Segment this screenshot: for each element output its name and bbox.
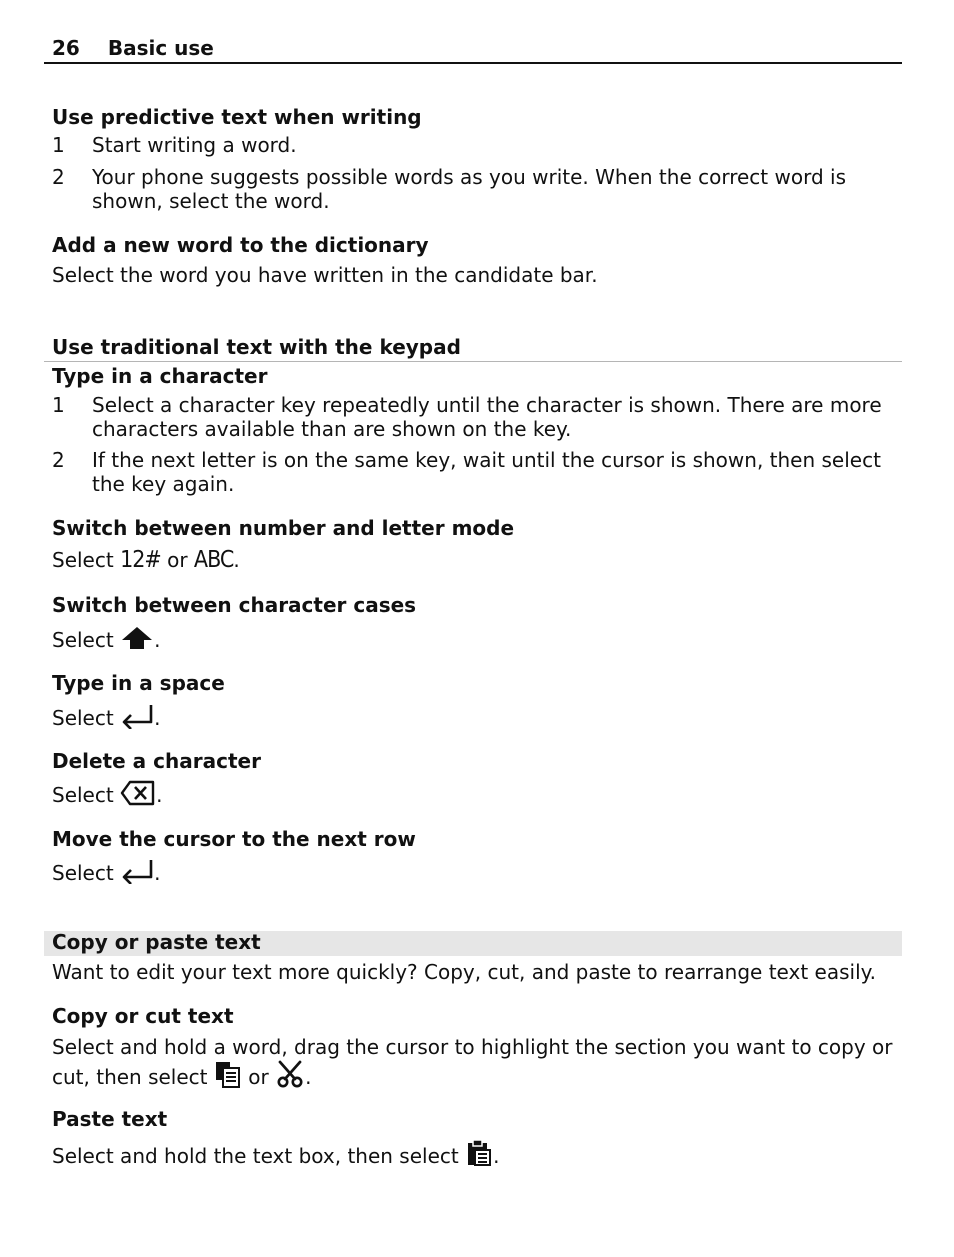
select-word: Select — [52, 548, 114, 572]
delete-text — [52, 780, 162, 811]
select-word: Select — [52, 861, 114, 885]
copy-documents-icon — [214, 1060, 242, 1093]
step-number: 1 — [52, 133, 65, 157]
switch-mode-heading: Switch between number and letter mode — [52, 516, 515, 540]
traditional-section-title: Use traditional text with the keypad — [52, 335, 461, 359]
page-header — [52, 36, 214, 60]
numeric-mode-icon: 12# — [120, 547, 161, 573]
period: . — [493, 1144, 500, 1168]
select-word: Select — [52, 783, 114, 807]
step-number: 1 — [52, 393, 65, 417]
paste-text — [52, 1139, 499, 1172]
chapter-title: Basic use — [107, 36, 214, 60]
space-text — [52, 703, 160, 734]
step-text: If the next letter is on the same key, wait until the cursor is shown, then select — [92, 448, 881, 472]
select-word: Select — [52, 706, 114, 730]
scissors-icon — [275, 1060, 305, 1093]
step-text: Your phone suggests possible words as you write. When the correct word is — [92, 165, 846, 189]
select-word: Select — [52, 628, 114, 652]
period: . — [305, 1065, 312, 1089]
period: . — [156, 783, 163, 807]
paste-heading: Paste text — [52, 1107, 168, 1131]
copy-cut-text-line1: Select and hold a word, drag the cursor to highlight the section you want to copy or — [52, 1035, 893, 1059]
enter-arrow-icon — [120, 703, 154, 734]
header-divider — [44, 62, 902, 64]
step-text-cont: characters available than are shown on the key. — [92, 417, 572, 441]
copy-cut-heading: Copy or cut text — [52, 1004, 234, 1028]
step-text: Select a character key repeatedly until the character is shown. There are more — [92, 393, 882, 417]
delete-heading: Delete a character — [52, 749, 261, 773]
predictive-heading: Use predictive text when writing — [52, 105, 422, 129]
switch-case-text — [52, 625, 160, 656]
backspace-x-icon — [120, 780, 156, 811]
step-text: Start writing a word. — [92, 133, 297, 157]
period: . — [154, 706, 161, 730]
period: . — [154, 861, 161, 885]
or-word: or — [167, 548, 188, 572]
step-number: 2 — [52, 165, 65, 189]
copy-cut-text-line2 — [52, 1060, 311, 1093]
page-number: 26 — [52, 36, 80, 60]
step-number: 2 — [52, 448, 65, 472]
alpha-mode-icon: ABC — [193, 547, 234, 573]
type-char-heading: Type in a character — [52, 364, 268, 388]
copy-paste-section-title: Copy or paste text — [52, 930, 261, 954]
add-word-text: Select the word you have written in the candidate bar. — [52, 263, 598, 287]
next-row-heading: Move the cursor to the next row — [52, 827, 416, 851]
next-row-text — [52, 858, 160, 889]
period: . — [154, 628, 161, 652]
enter-arrow-icon — [120, 858, 154, 889]
period: . — [233, 548, 240, 572]
paste-clipboard-icon — [465, 1139, 493, 1172]
text-fragment: Select and hold the text box, then select — [52, 1144, 459, 1168]
step-text-cont: the key again. — [92, 472, 235, 496]
step-text-cont: shown, select the word. — [92, 189, 330, 213]
switch-case-heading: Switch between character cases — [52, 593, 417, 617]
text-fragment: cut, then select — [52, 1065, 208, 1089]
add-word-heading: Add a new word to the dictionary — [52, 233, 429, 257]
section-divider — [44, 361, 902, 362]
or-word: or — [248, 1065, 269, 1089]
space-heading: Type in a space — [52, 671, 225, 695]
shift-arrow-icon — [120, 625, 154, 656]
copy-paste-intro: Want to edit your text more quickly? Copy, cut, and paste to rearrange text easily. — [52, 960, 876, 984]
switch-mode-text — [52, 547, 240, 573]
